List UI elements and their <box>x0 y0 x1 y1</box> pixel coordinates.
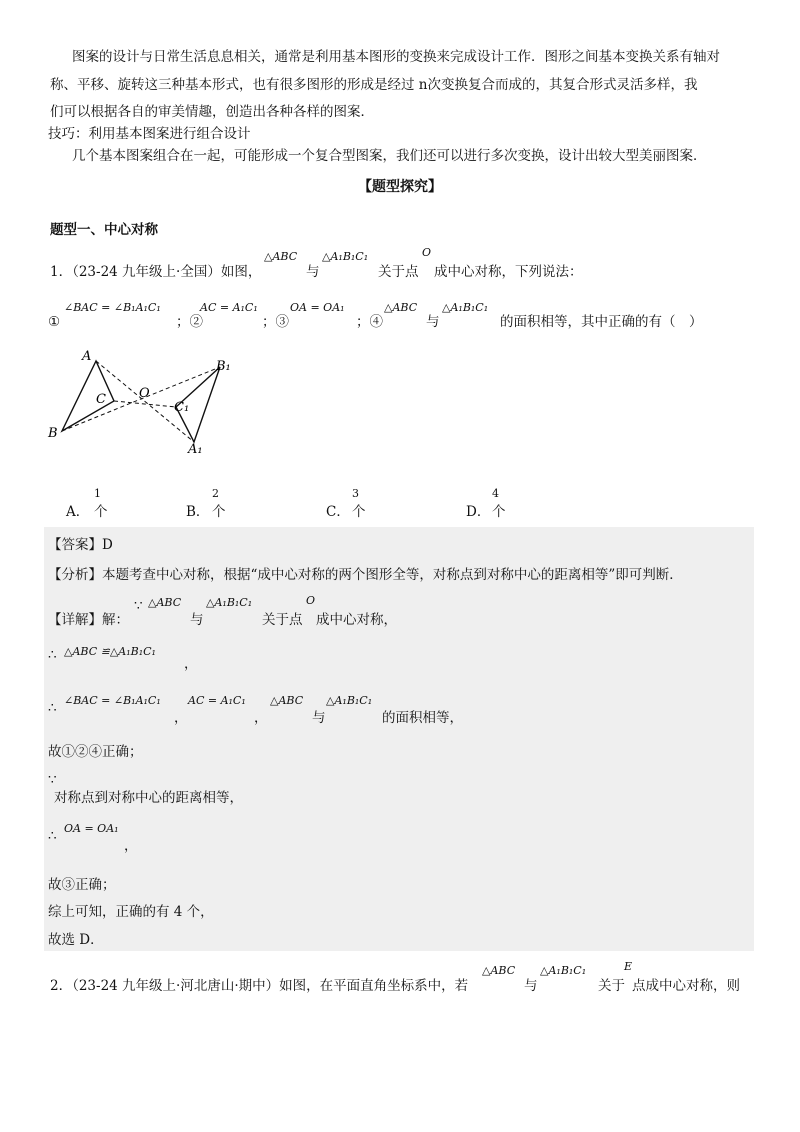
q1-stem-prefix: 1．（23-24 九年级上·全国）如图， <box>50 264 262 280</box>
tip-text: 几个基本图案组合在一起，可能形成一个复合型图案，我们还可以进行多次变换，设计出较大型美丽图案． <box>72 148 707 164</box>
q2-stem-suffix: 点成中心对称，则 <box>632 978 740 994</box>
q1-point: O <box>422 246 432 259</box>
solution-panel <box>44 527 754 951</box>
q2-tri2: △A₁B₁C₁ <box>540 964 587 977</box>
tip-heading: 技巧：利用基本图案进行组合设计 <box>48 126 251 142</box>
option-d-num: 4 <box>492 487 499 500</box>
intro-line-2: 称、平移、旋转这三种基本形式，也有很多图形的形成是经过 n次变换复合而成的，其复合形式灵活多样，我 <box>50 77 698 93</box>
label-b1: B₁ <box>216 359 231 374</box>
answer-line: 【答案】D <box>48 537 113 553</box>
detail-tri2: △A₁B₁C₁ <box>206 596 253 609</box>
q1-tri1: △ABC <box>264 250 298 263</box>
label-a: A <box>82 349 92 364</box>
statement-3: OA = OA₁ <box>290 301 345 314</box>
option-d-label[interactable]: D． <box>466 504 491 520</box>
intro-line-3: 们可以根据各自的审美情趣，创造出各种各样的图案． <box>50 104 374 120</box>
option-a-num: 1 <box>94 487 101 500</box>
detail-suffix: 成中心对称， <box>316 612 397 628</box>
geometry-figure <box>44 345 244 460</box>
q2-about: 关于 <box>598 978 625 994</box>
statement-2: AC = A₁C₁ <box>200 301 258 314</box>
statement-sep-1: ；② <box>176 314 203 330</box>
option-b-label[interactable]: B． <box>186 504 210 520</box>
option-a-unit: 个 <box>94 504 108 520</box>
oa-equation: OA = OA₁ <box>64 822 119 835</box>
q1-with: 与 <box>306 264 320 280</box>
q1-stem-suffix: 成中心对称，下列说法： <box>434 264 583 280</box>
option-b-num: 2 <box>212 487 219 500</box>
option-a-label[interactable]: A． <box>66 504 90 520</box>
q2-stem-prefix: 2．（23-24 九年级上·河北唐山·期中）如图，在平面直角坐标系中，若 <box>50 978 469 994</box>
conclusion-angle: ∠BAC = ∠B₁A₁C₁ <box>64 694 161 707</box>
conclusion-comma-1: ， <box>174 710 188 726</box>
q2-point: E <box>624 960 633 973</box>
conclusion-side: AC = A₁C₁ <box>188 694 246 707</box>
symmetry-dashes <box>62 361 220 442</box>
reason-line: 对称点到对称中心的距离相等， <box>54 790 243 806</box>
q1-tri2: △A₁B₁C₁ <box>322 250 369 263</box>
q2-with: 与 <box>524 978 538 994</box>
section-title: 【题型探究】 <box>358 179 442 195</box>
conclusion-with: 与 <box>312 710 326 726</box>
option-c-unit: 个 <box>352 504 366 520</box>
q2-tri1: △ABC <box>482 964 516 977</box>
therefore-2: ∴ <box>48 700 57 716</box>
option-c-num: 3 <box>352 487 359 500</box>
congruent-statement: △ABC ≌△A₁B₁C₁ <box>64 645 156 658</box>
conclusion-comma-2: ， <box>254 710 268 726</box>
option-d-unit: 个 <box>492 504 506 520</box>
statement-1-num: ① <box>48 314 61 330</box>
conclusion-suffix: 的面积相等， <box>382 710 463 726</box>
oa-comma: ， <box>124 838 138 854</box>
statement-4-suffix: 的面积相等，其中正确的有（ ） <box>500 314 703 330</box>
label-a1: A₁ <box>188 442 203 457</box>
statement-4a: △ABC <box>384 301 418 314</box>
detail-with: 与 <box>190 612 204 628</box>
label-c1: C₁ <box>174 400 190 415</box>
correct-124: 故①②④正确； <box>48 744 143 760</box>
option-b-unit: 个 <box>212 504 226 520</box>
label-c: C <box>96 392 106 407</box>
analysis-line: 【分析】本题考查中心对称，根据“成中心对称的两个图形全等，对称点到对称中心的距离相等”即可判断． <box>48 567 683 583</box>
detail-about: 关于点 <box>262 612 303 628</box>
because-2: ∵ <box>48 772 57 788</box>
conclusion-tri1: △ABC <box>270 694 304 707</box>
label-b: B <box>48 426 58 441</box>
therefore-3: ∴ <box>48 828 57 844</box>
choose-line: 故选 D． <box>48 932 104 948</box>
option-c-label[interactable]: C． <box>326 504 350 520</box>
detail-tri1: △ABC <box>148 596 182 609</box>
correct-3: 故③正确； <box>48 877 116 893</box>
statement-sep-3: ；④ <box>356 314 383 330</box>
statement-1: ∠BAC = ∠B₁A₁C₁ <box>64 301 161 314</box>
detail-prefix: 【详解】解： <box>48 612 129 628</box>
summary-line: 综上可知，正确的有 4 个， <box>48 904 214 920</box>
therefore-1: ∴ <box>48 647 57 663</box>
statement-4b: △A₁B₁C₁ <box>442 301 489 314</box>
congruent-comma: ， <box>184 656 198 672</box>
q1-about: 关于点 <box>378 264 419 280</box>
question-type-title: 题型一、中心对称 <box>50 222 158 238</box>
statement-4-with: 与 <box>426 314 440 330</box>
intro-line-1: 图案的设计与日常生活息息相关，通常是利用基本图形的变换来完成设计工作．图形之间基本变换关系有轴对 <box>72 49 720 65</box>
detail-because: ∵ <box>134 598 143 614</box>
detail-point: O <box>306 594 316 607</box>
conclusion-tri2: △A₁B₁C₁ <box>326 694 373 707</box>
statement-sep-2: ；③ <box>262 314 289 330</box>
label-o: O <box>139 386 150 401</box>
